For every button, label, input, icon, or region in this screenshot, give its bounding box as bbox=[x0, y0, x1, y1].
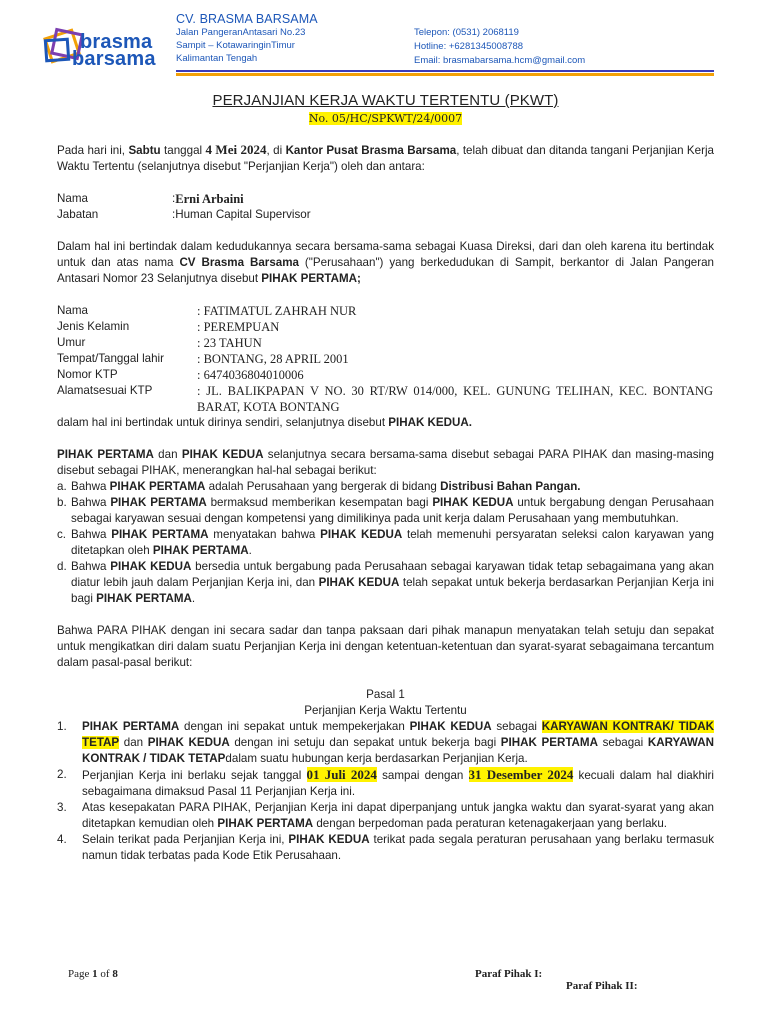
pasal-1-subtitle: Perjanjian Kerja Waktu Tertentu bbox=[304, 704, 467, 717]
list-item bbox=[57, 800, 714, 832]
party-two-value: : FATIMATUL ZAHRAH NUR bbox=[197, 304, 357, 318]
party-two-value: : 23 TAHUN bbox=[197, 336, 262, 350]
list-item bbox=[57, 767, 714, 800]
intro-text-2: tanggal bbox=[160, 144, 206, 157]
list-text: Atas kesepakatan PARA PIHAK, Perjanjian Kerja ini dapat diperpanjang untuk jangka waktu dan syarat-syarat yang akan ditetapkan kemudian oleh PIHAK PERTAMA dengan berpedoman pada peraturan ketenagakerjaan yang berlaku. bbox=[82, 801, 714, 830]
contract-body bbox=[57, 92, 714, 864]
party-two-designation: PIHAK KEDUA. bbox=[388, 416, 473, 429]
pasal-1-heading bbox=[57, 687, 714, 719]
para-pihak-paragraph bbox=[57, 447, 714, 479]
party-one-title-sep: : bbox=[172, 208, 176, 221]
party-two-address-row bbox=[57, 383, 714, 415]
company-info bbox=[176, 12, 318, 65]
party-one-name-sep: : bbox=[172, 192, 176, 205]
party-two-value: : BONTANG, 28 APRIL 2001 bbox=[197, 352, 349, 366]
party-one-details bbox=[57, 191, 714, 223]
list-marker: a. bbox=[57, 480, 67, 493]
list-text: Bahwa PIHAK KEDUA bersedia untuk bergabung pada Perusahaan sebagai karyawan tidak tetap sebagaimana yang akan diatur lebih jauh dalam Perjanjian Kerja ini, dan PIHAK KEDUA telah sepakat untuk bekerja berdasarkan Perjanjian Kerja ini bagi PIHAK PERTAMA. bbox=[71, 560, 715, 605]
intro-place: Kantor Pusat Brasma Barsama bbox=[285, 144, 457, 157]
party-one-name-row bbox=[57, 191, 714, 207]
end-date: 31 Desember 2024 bbox=[468, 767, 574, 782]
intro-date: 4 Mei 2024 bbox=[205, 142, 267, 157]
pasal-1-list bbox=[57, 719, 714, 864]
para-pihak-t1: dan bbox=[153, 448, 182, 461]
party-one-company: CV Brasma Barsama bbox=[179, 256, 299, 269]
list-marker: c. bbox=[57, 528, 67, 541]
list-item bbox=[57, 719, 714, 767]
agreement-paragraph: Bahwa PARA PIHAK dengan ini secara sadar dan tanpa paksaan dari pihak manapun menyatakan telah setuju dan sepakat untuk mengikatkan diri dalam suatu Perjanjian Kerja ini dengan ketentuan-ketentuan dan syarat-syarat sebagaimana tercantum dalam pasal-pasal berikut: bbox=[57, 624, 714, 669]
header-rule-orange bbox=[176, 73, 714, 76]
list-item bbox=[57, 479, 714, 495]
letterhead bbox=[0, 0, 768, 78]
party-two-value: : PEREMPUAN bbox=[197, 320, 280, 334]
logo-word-barsama: barsama bbox=[72, 48, 156, 70]
list-marker: 1. bbox=[57, 720, 67, 733]
party-two-label: Jenis Kelamin bbox=[57, 320, 130, 333]
header-rule-blue bbox=[176, 70, 714, 72]
intro-text-3: , di bbox=[266, 144, 286, 157]
hotline: Hotline: +6281345008788 bbox=[414, 41, 524, 52]
list-item bbox=[57, 832, 714, 864]
list-text: Perjanjian Kerja ini berlaku sejak tanggal 01 Juli 2024 sampai dengan 31 Desember 2024 kecuali dalam hal diakhiri sebagaimana dimaksud Pasal 11 Perjanjian Kerja ini. bbox=[82, 767, 714, 798]
telepon: Telepon: (0531) 2068119 bbox=[414, 27, 519, 38]
list-marker: 4. bbox=[57, 833, 67, 846]
pasal-1-title: Pasal 1 bbox=[366, 688, 405, 701]
start-date: 01 Juli 2024 bbox=[306, 767, 377, 782]
party-one-title-label: Jabatan bbox=[57, 208, 99, 221]
list-text: Bahwa PIHAK PERTAMA menyatakan bahwa PIHAK KEDUA telah memenuhi persyaratan seleksi calon karyawan yang ditetapkan oleh PIHAK PERTAMA. bbox=[71, 528, 714, 557]
list-text: Bahwa PIHAK PERTAMA adalah Perusahaan yang bergerak di bidang Distribusi Bahan Pangan. bbox=[71, 480, 581, 493]
list-item bbox=[57, 495, 714, 527]
party-two-description bbox=[57, 415, 714, 431]
intro-day: Sabtu bbox=[128, 144, 161, 157]
party-two-address-value: : JL. BALIKPAPAN V NO. 30 RT/RW 014/000, KEL. GUNUNG TELIHAN, KEC. BONTANG BARAT, KOTA BONTANG bbox=[197, 384, 713, 414]
list-text: PIHAK PERTAMA dengan ini sepakat untuk mempekerjakan PIHAK KEDUA sebagai KARYAWAN KONTRAK/ TIDAK TETAP dan PIHAK KEDUA dengan ini setuju dan sepakat untuk bekerja bagi PIHAK PERTAMA sebagai KARYAWAN KONTRAK / TIDAK TETAPdalam suatu hubungan kerja berdasarkan Perjanjian Kerja. bbox=[82, 720, 714, 765]
party-two-label: Tempat/Tanggal lahir bbox=[57, 352, 164, 365]
document-number bbox=[57, 111, 714, 126]
party-one-desc-text-1: Dalam hal ini bertindak dalam kedudukannya secara bersama-sama sebagai Kuasa Direksi, dari dan oleh karena itu bertindak untuk dan atas nama bbox=[57, 240, 714, 269]
para-pihak-t2: selanjutnya secara bersama-sama disebut sebagai PARA PIHAK dan masing-masing disebut sebagai PIHAK, menerangkan hal-hal sebagai berikut: bbox=[57, 448, 714, 477]
company-name: CV. BRASMA BARSAMA bbox=[176, 12, 318, 26]
intro-paragraph bbox=[57, 142, 714, 175]
party-one-title-row bbox=[57, 207, 714, 223]
party-two-row bbox=[57, 319, 714, 335]
logo-word-brasma: brasma bbox=[80, 31, 153, 53]
party-two-label: Umur bbox=[57, 336, 86, 349]
list-marker: 2. bbox=[57, 768, 67, 781]
contact-info bbox=[414, 26, 585, 68]
party-one-description bbox=[57, 239, 714, 287]
party-two-row bbox=[57, 367, 714, 383]
document-number-text: No. 05/HC/SPKWT/24/0007 bbox=[308, 112, 463, 125]
paraf-pihak-2: Paraf Pihak II: bbox=[566, 980, 638, 992]
company-logo bbox=[42, 22, 164, 72]
address-line-3: Kalimantan Tengah bbox=[176, 53, 258, 64]
party-two-row bbox=[57, 335, 714, 351]
list-item bbox=[57, 527, 714, 559]
list-text: Selain terikat pada Perjanjian Kerja ini, PIHAK KEDUA terikat pada segala peraturan perusahaan yang berlaku termasuk namun tidak terbatas pada Kode Etik Perusahaan. bbox=[82, 833, 714, 862]
highlight-contract-type: KARYAWAN KONTRAK/ TIDAK TETAP bbox=[82, 720, 714, 749]
party-two-label: Nomor KTP bbox=[57, 368, 118, 381]
party-one-designation: PIHAK PERTAMA; bbox=[261, 272, 361, 285]
party-one-title-value: Human Capital Supervisor bbox=[175, 208, 311, 221]
party-one-name-label: Nama bbox=[57, 192, 88, 205]
address-line-2: Sampit – KotawaringinTimur bbox=[176, 40, 295, 51]
party-two-label: Nama bbox=[57, 304, 88, 317]
para-pihak-p2: PIHAK KEDUA bbox=[181, 448, 264, 461]
document-title: PERJANJIAN KERJA WAKTU TERTENTU (PKWT) bbox=[212, 92, 559, 109]
address-line-1: Jalan PangeranAntasari No.23 bbox=[176, 27, 306, 38]
party-two-address-label: Alamatsesuai KTP bbox=[57, 384, 153, 397]
list-marker: b. bbox=[57, 496, 67, 509]
party-one-desc-text-2: ("Perusahaan") yang berkedudukan di Sampit, berkantor di Jalan Pangeran Antasari Nomor 23 Selanjutnya disebut bbox=[57, 256, 714, 285]
list-marker: 3. bbox=[57, 801, 67, 814]
page-number: Page 1 of 8 bbox=[68, 968, 118, 980]
party-two-row bbox=[57, 303, 714, 319]
recitals-list bbox=[57, 479, 714, 607]
party-two-desc-text: dalam hal ini bertindak untuk dirinya sendiri, selanjutnya disebut bbox=[57, 416, 389, 429]
list-text: Bahwa PIHAK PERTAMA bermaksud memberikan kesempatan bagi PIHAK KEDUA untuk bergabung dengan Perusahaan sebagai karyawan sesuai dengan kompetensi yang dimilikinya pada unit kerja dalam Perusahaan yang membutuhkan. bbox=[71, 496, 714, 525]
list-marker: d. bbox=[57, 560, 67, 573]
intro-text-4: , telah dibuat dan ditanda tangani Perjanjian Kerja Waktu Tertentu (selanjutnya disebut "Perjanjian Kerja") oleh dan antara: bbox=[57, 144, 715, 173]
para-pihak-p1: PIHAK PERTAMA bbox=[57, 448, 154, 461]
paraf-pihak-1: Paraf Pihak I: bbox=[475, 968, 543, 980]
party-two-row bbox=[57, 351, 714, 367]
email: Email: brasmabarsama.hcm@gmail.com bbox=[414, 55, 586, 66]
list-item bbox=[57, 559, 714, 607]
party-two-details bbox=[57, 303, 714, 431]
intro-text-1: Pada hari ini, bbox=[57, 144, 129, 157]
party-one-name-value: Erni Arbaini bbox=[175, 192, 244, 206]
party-two-value: : 6474036804010006 bbox=[197, 368, 304, 382]
